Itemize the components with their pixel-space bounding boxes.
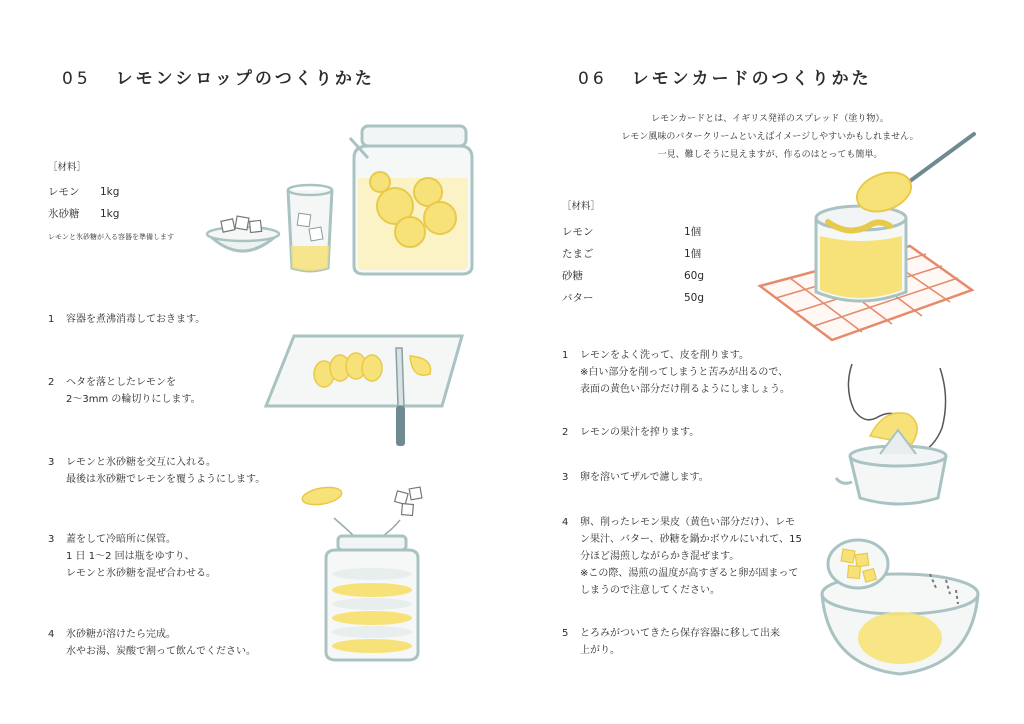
left-step-4: 3 蓋をして冷暗所に保管。 1 日 1〜2 回は瓶をゆすり、 レモンと氷砂糖を混ぜ合わせる。 — [48, 534, 216, 579]
ingredient-name: レモン — [48, 186, 80, 198]
jar-icon — [326, 536, 418, 660]
syrup-ingredients-illustration — [200, 118, 480, 278]
left-step-1: 1 容器を煮沸消毒しておきます。 — [48, 314, 206, 325]
ingredient-amount: 1kg — [100, 186, 120, 198]
right-ingredient-row: バター 50g — [562, 292, 705, 304]
left-step-3: 3 レモンと氷砂糖を交互に入れる。 最後は氷砂糖でレモンを覆うようにします。 — [48, 457, 266, 485]
lemon-curd-jar-illustration — [760, 126, 980, 346]
right-step-2: 2 レモンの果汁を搾ります。 — [562, 427, 700, 438]
lemon-juicer-illustration — [830, 358, 980, 508]
right-intro: レモンカードとは、イギリス発祥のスプレッド（塗り物）。 レモン風味のバタークリームといえばイメージしやすいかもしれません。 一見、難しそうに見えますが、作るのはとっても簡単。 — [621, 114, 919, 160]
lemon-slice-icon — [301, 485, 343, 508]
sugar-cubes-icon — [395, 487, 422, 515]
jar-icon — [350, 126, 472, 274]
left-note: レモンと氷砂糖が入る容器を準備します — [48, 233, 174, 241]
right-step-4: 4 卵、削ったレモン果皮（黄色い部分だけ）、レモ ン果汁、バター、砂糖を鍋かボウルにいれて、15 分ほど湯煎しながらかき混ぜます。 ※この際、湯煎の温度が高すぎると卵が固まって しまうので注意してください。 — [562, 517, 802, 596]
butter-bowl-icon — [828, 540, 888, 588]
ingredient-name: 氷砂糖 — [48, 208, 80, 220]
right-ingredient-row: レモン 1個 — [562, 226, 702, 238]
left-recipe-title — [62, 64, 375, 89]
jar-icon — [816, 206, 906, 301]
right-step-5: 5 とろみがついてきたら保存容器に移して出来 上がり。 — [562, 628, 780, 656]
left-step-5: 4 氷砂糖が溶けたら完成。 水やお湯、炭酸で割って飲んでください。 — [48, 629, 256, 657]
left-ingredient-row — [48, 206, 119, 221]
right-ingredient-row: 砂糖 60g — [562, 270, 705, 282]
glass-icon — [288, 185, 332, 271]
left-step-2: 2 ヘタを落としたレモンを 2〜3mm の輪切りにします。 — [48, 377, 201, 405]
left-materials-heading: ［材料］ — [48, 162, 87, 173]
double-boiler-bowl-illustration — [818, 534, 983, 684]
juicer-icon — [836, 430, 946, 504]
mixing-bowl-icon — [822, 574, 978, 674]
right-step-1: 1 レモンをよく洗って、皮を削ります。 ※白い部分を削ってしまうと苦みが出るので、 表面の黄色い部分だけ削るようにしましょう。 — [562, 350, 790, 395]
right-ingredient-row: たまご 1個 — [562, 248, 702, 260]
right-recipe-title-text: レモンカードのつくりかた — [631, 69, 872, 89]
left-recipe-number: 05 — [62, 69, 92, 89]
right-recipe-title — [578, 64, 872, 89]
sugar-bowl-icon — [207, 216, 279, 251]
spoon-icon — [852, 134, 974, 218]
right-recipe-number: 06 — [578, 69, 608, 89]
right-step-3: 3 卵を溶いてザルで濾します。 — [562, 472, 709, 483]
layering-jar-illustration — [300, 484, 450, 664]
left-ingredient-row — [48, 184, 119, 199]
cutting-board-illustration — [262, 332, 467, 452]
right-materials-heading: ［材料］ — [562, 201, 601, 212]
ingredient-amount: 1kg — [100, 208, 120, 220]
left-recipe-title-text: レモンシロップのつくりかた — [115, 69, 375, 89]
